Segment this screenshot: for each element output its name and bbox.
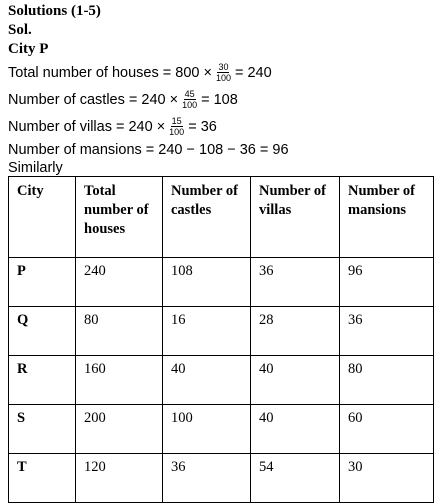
houses-fraction xyxy=(215,62,232,83)
table-row xyxy=(9,454,434,503)
villas-expression: Number of villas = 240 × xyxy=(8,118,166,135)
cell-mansions: 96 xyxy=(340,258,434,307)
cell-city: P xyxy=(9,258,76,307)
cell-city: Q xyxy=(9,307,76,356)
table-header-row xyxy=(9,177,434,258)
header-city: City xyxy=(9,177,76,258)
header-castles: Number of castles xyxy=(163,177,251,258)
header-villas: Number of villas xyxy=(251,177,340,258)
table-row xyxy=(9,258,434,307)
fraction-denominator: 100 xyxy=(169,127,185,137)
sol-label: Sol. xyxy=(8,22,32,38)
cell-mansions: 30 xyxy=(340,454,434,503)
villas-fraction xyxy=(168,116,185,137)
cell-total-houses: 200 xyxy=(76,405,163,454)
cell-total-houses: 120 xyxy=(76,454,163,503)
cell-total-houses: 160 xyxy=(76,356,163,405)
cell-total-houses: 80 xyxy=(76,307,163,356)
houses-result: = 240 xyxy=(234,64,272,81)
villas-result: = 36 xyxy=(188,118,217,135)
cell-villas: 28 xyxy=(251,307,340,356)
cell-villas: 40 xyxy=(251,356,340,405)
cities-table xyxy=(8,176,434,503)
castles-calculation xyxy=(8,86,433,113)
mansions-expression: Number of mansions = 240 − 108 − 36 = 96 xyxy=(8,141,289,158)
fraction-numerator: 45 xyxy=(184,89,195,99)
header-total-houses: Total number of houses xyxy=(76,177,163,258)
solutions-heading: Solutions (1-5) xyxy=(8,3,101,19)
similarly-label: Similarly xyxy=(8,160,63,176)
fraction-denominator: 100 xyxy=(215,73,231,83)
cell-castles: 40 xyxy=(163,356,251,405)
cell-mansions: 36 xyxy=(340,307,434,356)
cell-city: R xyxy=(9,356,76,405)
cell-city: T xyxy=(9,454,76,503)
cell-city: S xyxy=(9,405,76,454)
cell-mansions: 80 xyxy=(340,356,434,405)
castles-fraction xyxy=(181,89,198,110)
castles-result: = 108 xyxy=(201,91,238,108)
fraction-numerator: 15 xyxy=(171,116,182,126)
cell-villas: 40 xyxy=(251,405,340,454)
houses-calculation xyxy=(8,59,433,86)
cell-total-houses: 240 xyxy=(76,258,163,307)
header-mansions: Number of mansions xyxy=(340,177,434,258)
cell-mansions: 60 xyxy=(340,405,434,454)
villas-calculation xyxy=(8,113,433,140)
cell-villas: 54 xyxy=(251,454,340,503)
cell-castles: 108 xyxy=(163,258,251,307)
fraction-denominator: 100 xyxy=(182,100,198,110)
cell-castles: 100 xyxy=(163,405,251,454)
table-row xyxy=(9,307,434,356)
castles-expression: Number of castles = 240 × xyxy=(8,91,179,108)
mansions-calculation xyxy=(8,140,433,159)
table-row xyxy=(9,405,434,454)
houses-expression: Total number of houses = 800 × xyxy=(8,64,212,81)
cell-castles: 36 xyxy=(163,454,251,503)
fraction-numerator: 30 xyxy=(218,62,229,72)
cell-villas: 36 xyxy=(251,258,340,307)
solution-document xyxy=(8,2,433,503)
cell-castles: 16 xyxy=(163,307,251,356)
table-row xyxy=(9,356,434,405)
city-p-heading: City P xyxy=(8,41,49,57)
